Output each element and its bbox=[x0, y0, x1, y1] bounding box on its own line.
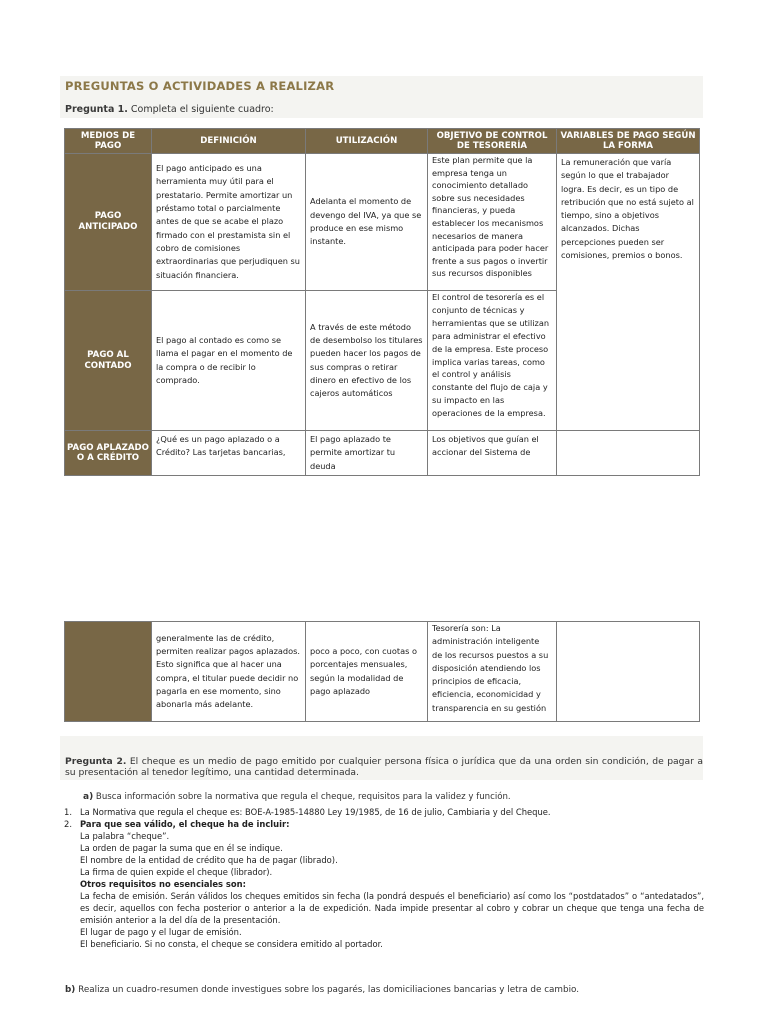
list-item bbox=[64, 806, 704, 818]
requirement-line: La orden de pagar la suma que en él se indique. bbox=[80, 843, 283, 853]
cell-variables: La remuneración que varía según lo que el trabajador logra. Es decir, es un tipo de retribución que no está sujeto al tiempo, sino a objetivos alcanzados. Dichas percepciones pueden ser comisiones, premios o bonos. bbox=[557, 154, 700, 431]
pregunta2 bbox=[65, 756, 703, 778]
requirement-line: La palabra “cheque”. bbox=[80, 831, 170, 841]
pregunta1 bbox=[65, 104, 274, 115]
list-number: 2. bbox=[64, 819, 72, 829]
row-head-pago-al-contado: PAGO AL CONTADO bbox=[65, 291, 152, 431]
fecha-emision-paragraph: La fecha de emisión. Serán válidos los cheques emitidos sin fecha (la pondrá después el beneficiario) así como los “postdatados” o “antedatados”, es decir, aquellos con fecha posterior o anterior a la de expedición. Nada impide presentar al cobro y cobrar un cheque que tenga una fecha de emisión anterior a la del día de la presentación. bbox=[80, 891, 704, 925]
cell-objetivo: Este plan permite que la empresa tenga un conocimiento detallado sobre sus necesidades financieras, y pueda establecer los mecanismos necesarios de manera anticipada para poder hacer frente a sus pagos o invertir sus recursos disponibles bbox=[428, 154, 557, 291]
col-header-definicion: DEFINICIÓN bbox=[152, 129, 306, 154]
medios-de-pago-table bbox=[64, 128, 700, 476]
otros-requisitos-title: Otros requisitos no esenciales son: bbox=[80, 879, 246, 889]
section-title: PREGUNTAS O ACTIVIDADES A REALIZAR bbox=[65, 79, 335, 93]
answer-list bbox=[64, 806, 704, 950]
pregunta2-label: Pregunta 2. bbox=[65, 756, 127, 767]
lugar-line: El lugar de pago y el lugar de emisión. bbox=[80, 927, 242, 937]
list-number: 1. bbox=[64, 807, 72, 817]
cell-definicion: El pago al contado es como se llama el pagar en el momento de la compra o de recibir lo comprado. bbox=[152, 291, 306, 431]
pregunta1-text: Completa el siguiente cuadro: bbox=[127, 104, 274, 115]
cell-objetivo: El control de tesorería es el conjunto de técnicas y herramientas que se utilizan para administrar el efectivo de la empresa. Este proceso implica varias tareas, como el control y análisis constante del flujo de caja y su impacto en las operaciones de la empresa. bbox=[428, 291, 557, 431]
col-header-utilizacion: UTILIZACIÓN bbox=[306, 129, 428, 154]
list-item bbox=[64, 818, 704, 830]
row-head-continuation bbox=[65, 622, 152, 722]
subquestion-b-text: Realiza un cuadro-resumen donde investigues sobre los pagarés, las domiciliaciones bancarias y letra de cambio. bbox=[75, 985, 580, 995]
cell-utilizacion: A través de este método de desembolso los titulares pueden hacer los pagos de sus compras o retirar dinero en efectivo de los cajeros automáticos bbox=[306, 291, 428, 431]
requirement-line: La firma de quien expide el cheque (librador). bbox=[80, 867, 273, 877]
list-text: Para que sea válido, el cheque ha de incluir: bbox=[80, 819, 290, 829]
cell-definicion-cont: generalmente las de crédito, permiten realizar pagos aplazados. Esto significa que al hacer una compra, el titular puede decidir no pagarla en ese momento, sino abonarla más adelante. bbox=[152, 622, 306, 722]
continuation-table bbox=[64, 621, 700, 722]
requirement-line: El nombre de la entidad de crédito que ha de pagar (librado). bbox=[80, 855, 338, 865]
cell-objetivo-cont: Tesorería son: La administración inteligente de los recursos puestos a su disposición atendiendo los principios de eficacia, eficiencia, economicidad y transparencia en su gestión bbox=[428, 622, 557, 722]
subquestion-a bbox=[83, 792, 511, 802]
row-head-pago-aplazado: PAGO APLAZADO O A CRÉDITO bbox=[65, 431, 152, 476]
beneficiario-line: El beneficiario. Si no consta, el cheque se considera emitido al portador. bbox=[80, 939, 383, 949]
subquestion-b bbox=[65, 985, 579, 995]
cell-variables-cont bbox=[557, 622, 700, 722]
row-head-pago-anticipado: PAGO ANTICIPADO bbox=[65, 154, 152, 291]
otros-requisitos-heading bbox=[64, 878, 704, 890]
col-header-medios: MEDIOS DE PAGO bbox=[65, 129, 152, 154]
subquestion-a-label: a) bbox=[83, 792, 94, 802]
subquestion-b-label: b) bbox=[65, 985, 76, 995]
cell-utilizacion: Adelanta el momento de devengo del IVA, ya que se produce en ese mismo instante. bbox=[306, 154, 428, 291]
cell-variables bbox=[557, 431, 700, 476]
subquestion-a-text: Busca información sobre la normativa que regula el cheque, requisitos para la validez y función. bbox=[93, 792, 511, 802]
cell-definicion: ¿Qué es un pago aplazado o a Crédito? Las tarjetas bancarias, bbox=[152, 431, 306, 476]
col-header-variables: VARIABLES DE PAGO SEGÚN LA FORMA bbox=[557, 129, 700, 154]
cell-utilizacion-cont: poco a poco, con cuotas o porcentajes mensuales, según la modalidad de pago aplazado bbox=[306, 622, 428, 722]
cell-utilizacion: El pago aplazado te permite amortizar tu deuda bbox=[306, 431, 428, 476]
cell-objetivo: Los objetivos que guían el accionar del Sistema de bbox=[428, 431, 557, 476]
pregunta1-label: Pregunta 1. bbox=[65, 104, 128, 115]
pregunta2-text: El cheque es un medio de pago emitido por cualquier persona física o jurídica que da una orden sin condición, de pagar a su presentación al tenedor legítimo, una cantidad determinada. bbox=[65, 756, 703, 778]
list-text: La Normativa que regula el cheque es: BOE-A-1985-14880 Ley 19/1985, de 16 de julio, Cambiaria y del Cheque. bbox=[80, 807, 551, 817]
col-header-objetivo: OBJETIVO DE CONTROL DE TESORERÍA bbox=[428, 129, 557, 154]
cell-definicion: El pago anticipado es una herramienta muy útil para el prestatario. Permite amortizar un préstamo total o parcialmente antes de que se acabe el plazo firmado con el prestamista sin el cobro de comisiones extraordinarias que perjudiquen su situación financiera. bbox=[152, 154, 306, 291]
